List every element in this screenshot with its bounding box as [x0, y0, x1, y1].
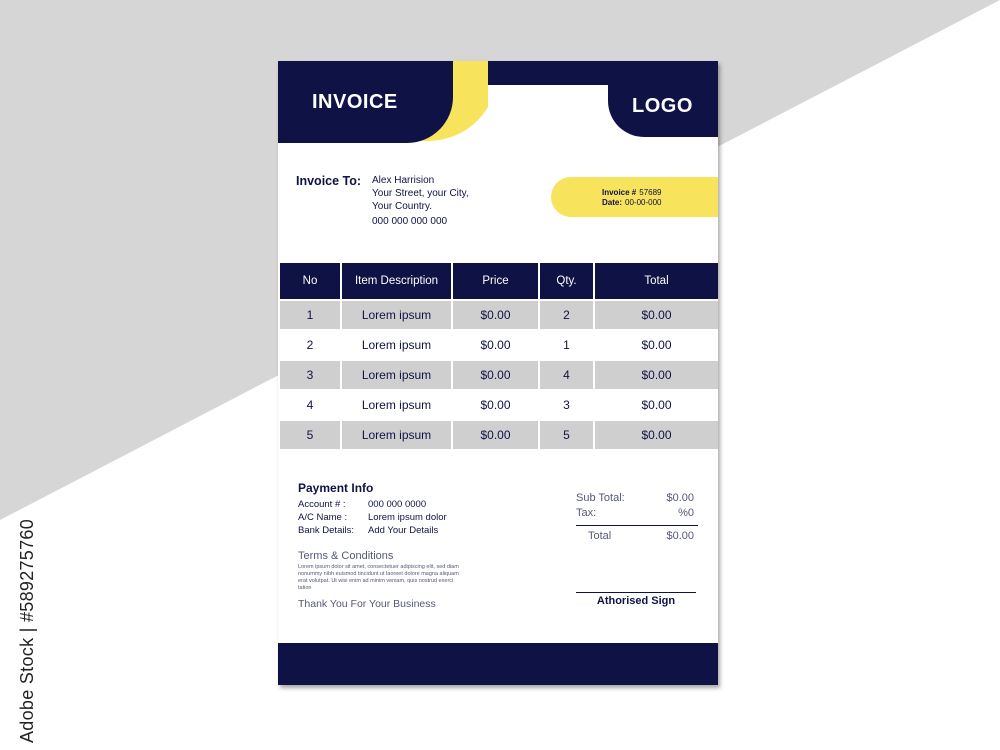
- invoice-page: [278, 61, 718, 685]
- cell-no: 5: [279, 420, 341, 450]
- payment-row: [298, 498, 447, 511]
- cell-description: Lorem ipsum: [341, 420, 452, 450]
- stock-watermark-label: Adobe Stock | #589275760: [17, 518, 37, 743]
- payment-key: Account # :: [298, 499, 346, 510]
- tax-row: [576, 507, 698, 522]
- table-row: [279, 390, 718, 420]
- table-header-row: [279, 262, 718, 300]
- cell-price: $0.00: [452, 300, 539, 330]
- invoice-meta: [602, 188, 662, 208]
- table-row: [279, 420, 718, 450]
- terms-body: Lorem ipsum dolor sit amet, consectetuer adipiscing elit, sed diam nonummy nibh euismod tincidunt ut laoreet dolore magna aliquam erat volutpat. Ut wisi enim ad minim veniam, quis nostrud exerci tation: [298, 564, 459, 591]
- invoice-title: INVOICE: [312, 91, 398, 113]
- summary-block: [576, 492, 698, 545]
- table-row: [279, 300, 718, 330]
- cell-no: 1: [279, 300, 341, 330]
- cell-qty: 3: [539, 390, 594, 420]
- cell-total: $0.00: [594, 300, 718, 330]
- tax-value: %0: [678, 507, 694, 519]
- cell-total: $0.00: [594, 330, 718, 360]
- invoice-date-label: Date:: [602, 198, 623, 207]
- table-row: [279, 330, 718, 360]
- payment-row: [298, 511, 447, 524]
- cell-total: $0.00: [594, 420, 718, 450]
- header-item-description: Item Description: [341, 262, 452, 300]
- cell-description: Lorem ipsum: [341, 360, 452, 390]
- cell-description: Lorem ipsum: [341, 300, 452, 330]
- thank-you-text: Thank You For Your Business: [298, 598, 436, 610]
- cell-qty: 2: [539, 300, 594, 330]
- total-row: [576, 530, 698, 545]
- terms-title: Terms & Conditions: [298, 550, 394, 562]
- cell-no: 3: [279, 360, 341, 390]
- payment-value: 000 000 0000: [368, 499, 427, 510]
- cell-price: $0.00: [452, 420, 539, 450]
- payment-row: [298, 524, 447, 537]
- cell-total: $0.00: [594, 390, 718, 420]
- table-row: [279, 360, 718, 390]
- summary-divider: [576, 525, 698, 526]
- header-strip-curve: [488, 85, 608, 115]
- client-country: Your Country.: [372, 201, 433, 212]
- header-price: Price: [452, 262, 539, 300]
- signature-line: [576, 592, 696, 593]
- total-value: $0.00: [666, 530, 694, 542]
- payment-value: Add Your Details: [368, 525, 439, 536]
- invoice-to-label: Invoice To:: [296, 174, 362, 188]
- total-label: Total: [588, 530, 612, 542]
- cell-description: Lorem ipsum: [341, 330, 452, 360]
- invoice-date-value: 00-00-000: [625, 198, 662, 207]
- cell-no: 4: [279, 390, 341, 420]
- signature-label: Athorised Sign: [596, 595, 676, 607]
- invoice-to-address: [372, 174, 469, 228]
- subtotal-label: Sub Total:: [576, 492, 625, 504]
- client-phone: 000 000 000 000: [372, 216, 448, 227]
- client-name: Alex Harrision: [372, 175, 435, 186]
- cell-qty: 5: [539, 420, 594, 450]
- items-table: [278, 261, 718, 451]
- client-street: Your Street, your City,: [372, 188, 469, 199]
- subtotal-value: $0.00: [666, 492, 694, 504]
- header-no: No: [279, 262, 341, 300]
- payment-info: [298, 498, 447, 537]
- payment-key: A/C Name :: [298, 512, 348, 523]
- footer-bar: [278, 643, 718, 685]
- logo-text: LOGO: [632, 95, 693, 117]
- header-qty: Qty.: [539, 262, 594, 300]
- cell-qty: 1: [539, 330, 594, 360]
- header-total: Total: [594, 262, 718, 300]
- payment-info-title: Payment Info: [298, 481, 374, 495]
- cell-qty: 4: [539, 360, 594, 390]
- payment-key: Bank Details:: [298, 525, 354, 536]
- invoice-number-label: Invoice #: [602, 188, 637, 197]
- cell-description: Lorem ipsum: [341, 390, 452, 420]
- payment-value: Lorem ipsum dolor: [368, 512, 447, 523]
- cell-price: $0.00: [452, 330, 539, 360]
- subtotal-row: [576, 492, 698, 507]
- cell-price: $0.00: [452, 360, 539, 390]
- tax-label: Tax:: [576, 507, 597, 519]
- invoice-number-value: 57689: [639, 188, 662, 197]
- cell-price: $0.00: [452, 390, 539, 420]
- cell-no: 2: [279, 330, 341, 360]
- cell-total: $0.00: [594, 360, 718, 390]
